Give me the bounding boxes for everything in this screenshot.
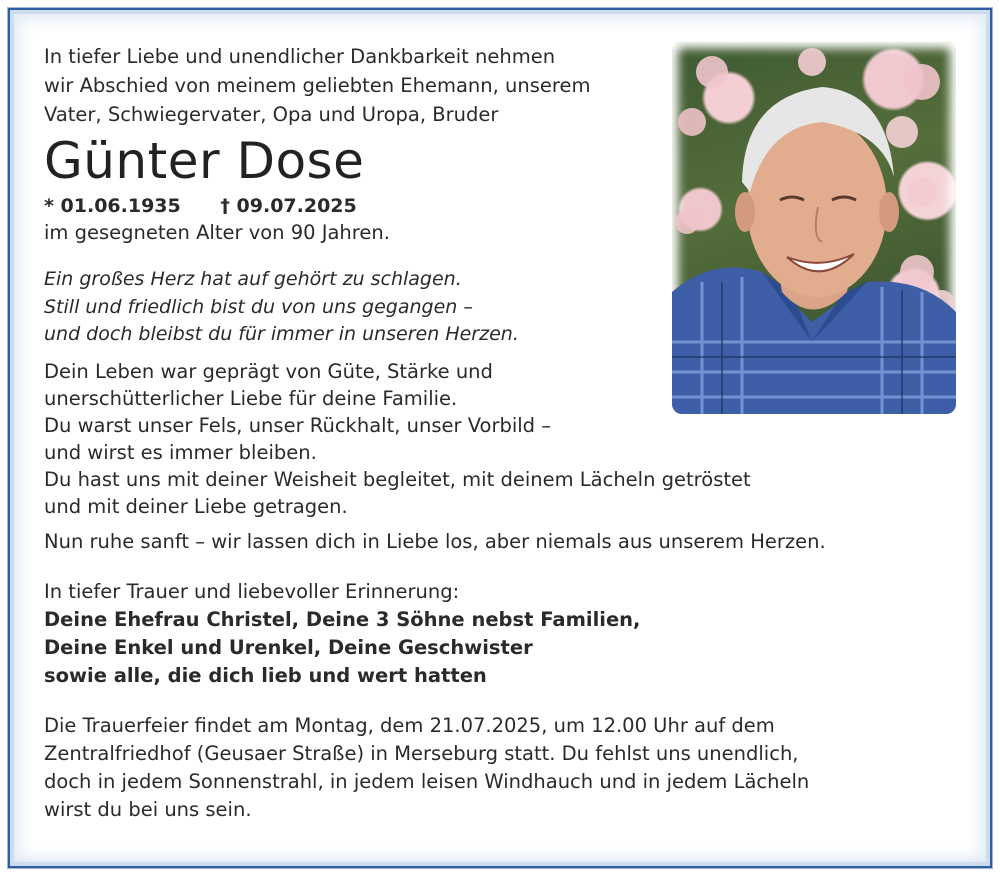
intro-line: Vater, Schwiegervater, Opa und Uropa, Bruder	[44, 103, 499, 126]
service-info	[44, 712, 964, 824]
age-text: im gesegneten Alter von 90 Jahren.	[44, 221, 390, 244]
tribute-line: Du warst unser Fels, unser Rückhalt, unser Vorbild –	[44, 413, 552, 437]
mourners-line: sowie alle, die dich lieb und wert hatten	[44, 663, 487, 687]
tribute-line: und mit deiner Liebe getragen.	[44, 494, 348, 518]
memorial-quote	[44, 266, 964, 349]
quote-line: und doch bleibst du für immer in unseren Herzen.	[44, 323, 519, 345]
mourners-line: Deine Enkel und Urenkel, Deine Geschwister	[44, 635, 533, 659]
service-line: wirst du bei uns sein.	[44, 797, 252, 821]
quote-line: Still und friedlich bist du von uns gegangen –	[44, 295, 473, 318]
tribute-text	[44, 358, 964, 520]
tribute-line: Du hast uns mit deiner Weisheit begleitet, mit deinem Lächeln getröstet	[44, 467, 751, 491]
farewell-line: Nun ruhe sanft – wir lassen dich in Liebe los, aber niemals aus unserem Herzen.	[44, 529, 826, 553]
tribute-line: und wirst es immer bleiben.	[44, 440, 317, 464]
intro-text	[44, 42, 964, 129]
tribute-line: unerschütterlicher Liebe für deine Familie.	[44, 386, 458, 410]
tribute-line: Dein Leben war geprägt von Güte, Stärke und	[44, 359, 493, 383]
intro-line: In tiefer Liebe und unendlicher Dankbarkeit nehmen	[44, 45, 556, 68]
quote-line: Ein großes Herz hat auf gehört zu schlagen.	[44, 268, 462, 290]
service-line: Die Trauerfeier findet am Montag, dem 21.07.2025, um 12.00 Uhr auf dem	[44, 713, 775, 737]
intro-line: wir Abschied von meinem geliebten Ehemann, unserem	[44, 74, 591, 97]
deceased-name: Günter Dose	[44, 132, 365, 190]
service-line: Zentralfriedhof (Geusaer Straße) in Merseburg statt. Du fehlst uns unendlich,	[44, 741, 799, 765]
obituary-content	[44, 42, 964, 824]
mourners-intro: In tiefer Trauer und liebevoller Erinnerung:	[44, 579, 460, 603]
service-line: doch in jedem Sonnenstrahl, in jedem leisen Windhauch und in jedem Lächeln	[44, 769, 810, 793]
mourners-block	[44, 578, 964, 690]
life-dates: * 01.06.1935 † 09.07.2025	[44, 195, 357, 217]
mourners-line: Deine Ehefrau Christel, Deine 3 Söhne nebst Familien,	[44, 607, 641, 631]
